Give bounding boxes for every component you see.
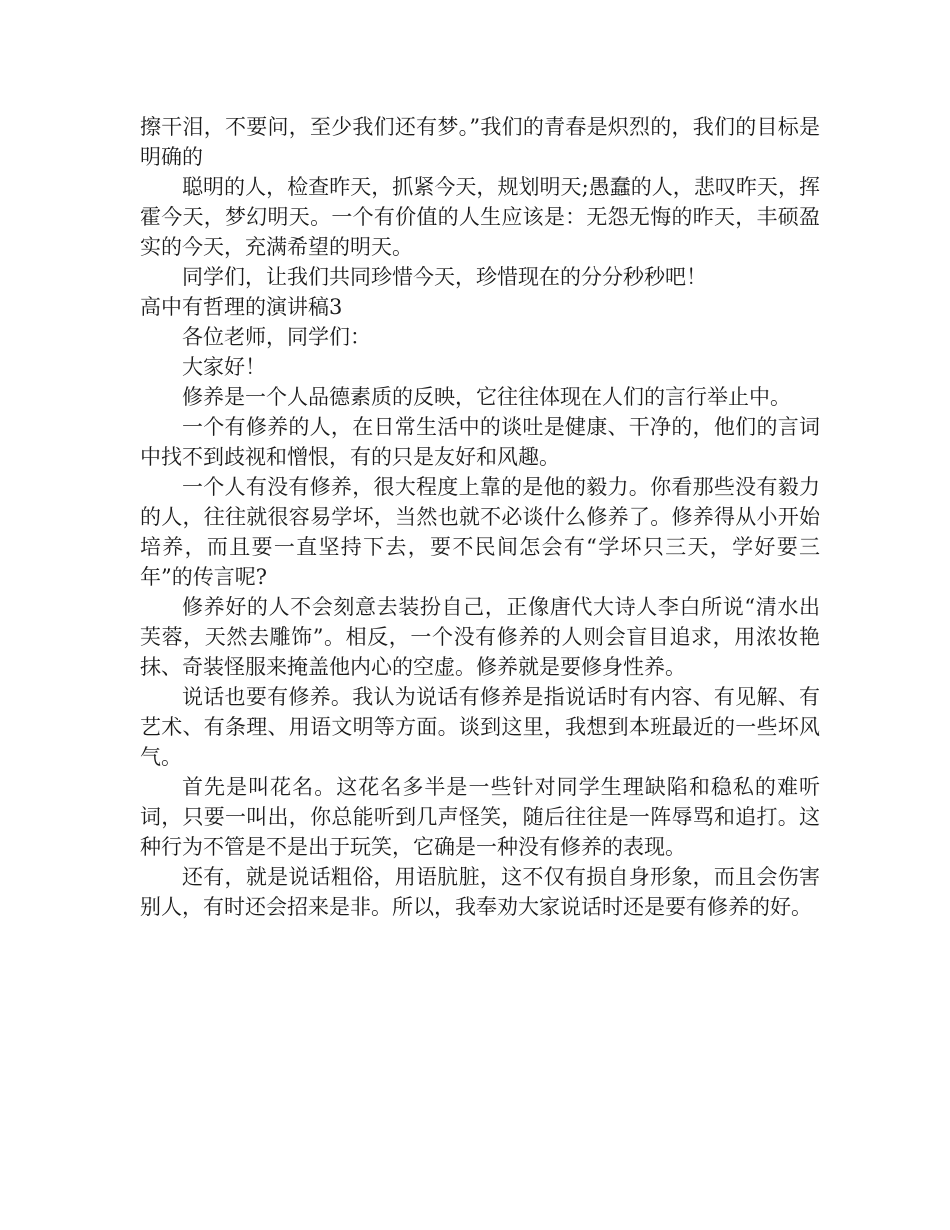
paragraph-10: 说话也要有修养。我认为说话有修养是指说话时有内容、有见解、有艺术、有条理、用语文明等方面。谈到这里，我想到本班最近的一些坏风气。 [140, 685, 820, 769]
paragraph-3: 同学们，让我们共同珍惜今天，珍惜现在的分分秒秒吧！ [182, 265, 707, 289]
paragraph-1: 擦干泪，不要问，至少我们还有梦。”我们的青春是炽烈的，我们的目标是明确的 [140, 115, 820, 169]
paragraph-7: 一个有修养的人，在日常生活中的谈吐是健康、干净的，他们的言词中找不到歧视和憎恨，有的只是友好和风趣。 [140, 415, 820, 469]
paragraph-8: 一个人有没有修养，很大程度上靠的是他的毅力。你看那些没有毅力的人，往往就很容易学坏，当然也就不必谈什么修养了。修养得从小开始培养，而且要一直坚持下去，要不民间怎会有“学坏只三天，学好要三年”的传言呢? [140, 475, 820, 589]
paragraph-6: 修养是一个人品德素质的反映，它往往体现在人们的言行举止中。 [182, 385, 791, 409]
paragraph-11: 首先是叫花名。这花名多半是一些针对同学生理缺陷和稳私的难听词，只要一叫出，你总能听到几声怪笑，随后往往是一阵辱骂和追打。这种行为不管是不是出于玩笑，它确是一种没有修养的表现。 [140, 775, 820, 859]
document-page [140, 112, 820, 922]
paragraph-2: 聪明的人，检查昨天，抓紧今天，规划明天;愚蠢的人，悲叹昨天，挥霍今天，梦幻明天。一个有价值的人生应该是：无怨无悔的昨天，丰硕盈实的今天，充满希望的明天。 [140, 175, 820, 259]
paragraph-greeting: 大家好！ [182, 355, 266, 379]
paragraph-salutation: 各位老师，同学们： [182, 325, 371, 349]
paragraph-12: 还有，就是说话粗俗，用语肮脏，这不仅有损自身形象，而且会伤害别人，有时还会招来是非。所以，我奉劝大家说话时还是要有修养的好。 [140, 865, 820, 919]
paragraph-9: 修养好的人不会刻意去装扮自己，正像唐代大诗人李白所说“清水出芙蓉，天然去雕饰”。相反，一个没有修养的人则会盲目追求，用浓妆艳抹、奇装怪服来掩盖他内心的空虚。修养就是要修身性养。 [140, 595, 820, 679]
section-heading: 高中有哲理的演讲稿3 [140, 295, 343, 319]
